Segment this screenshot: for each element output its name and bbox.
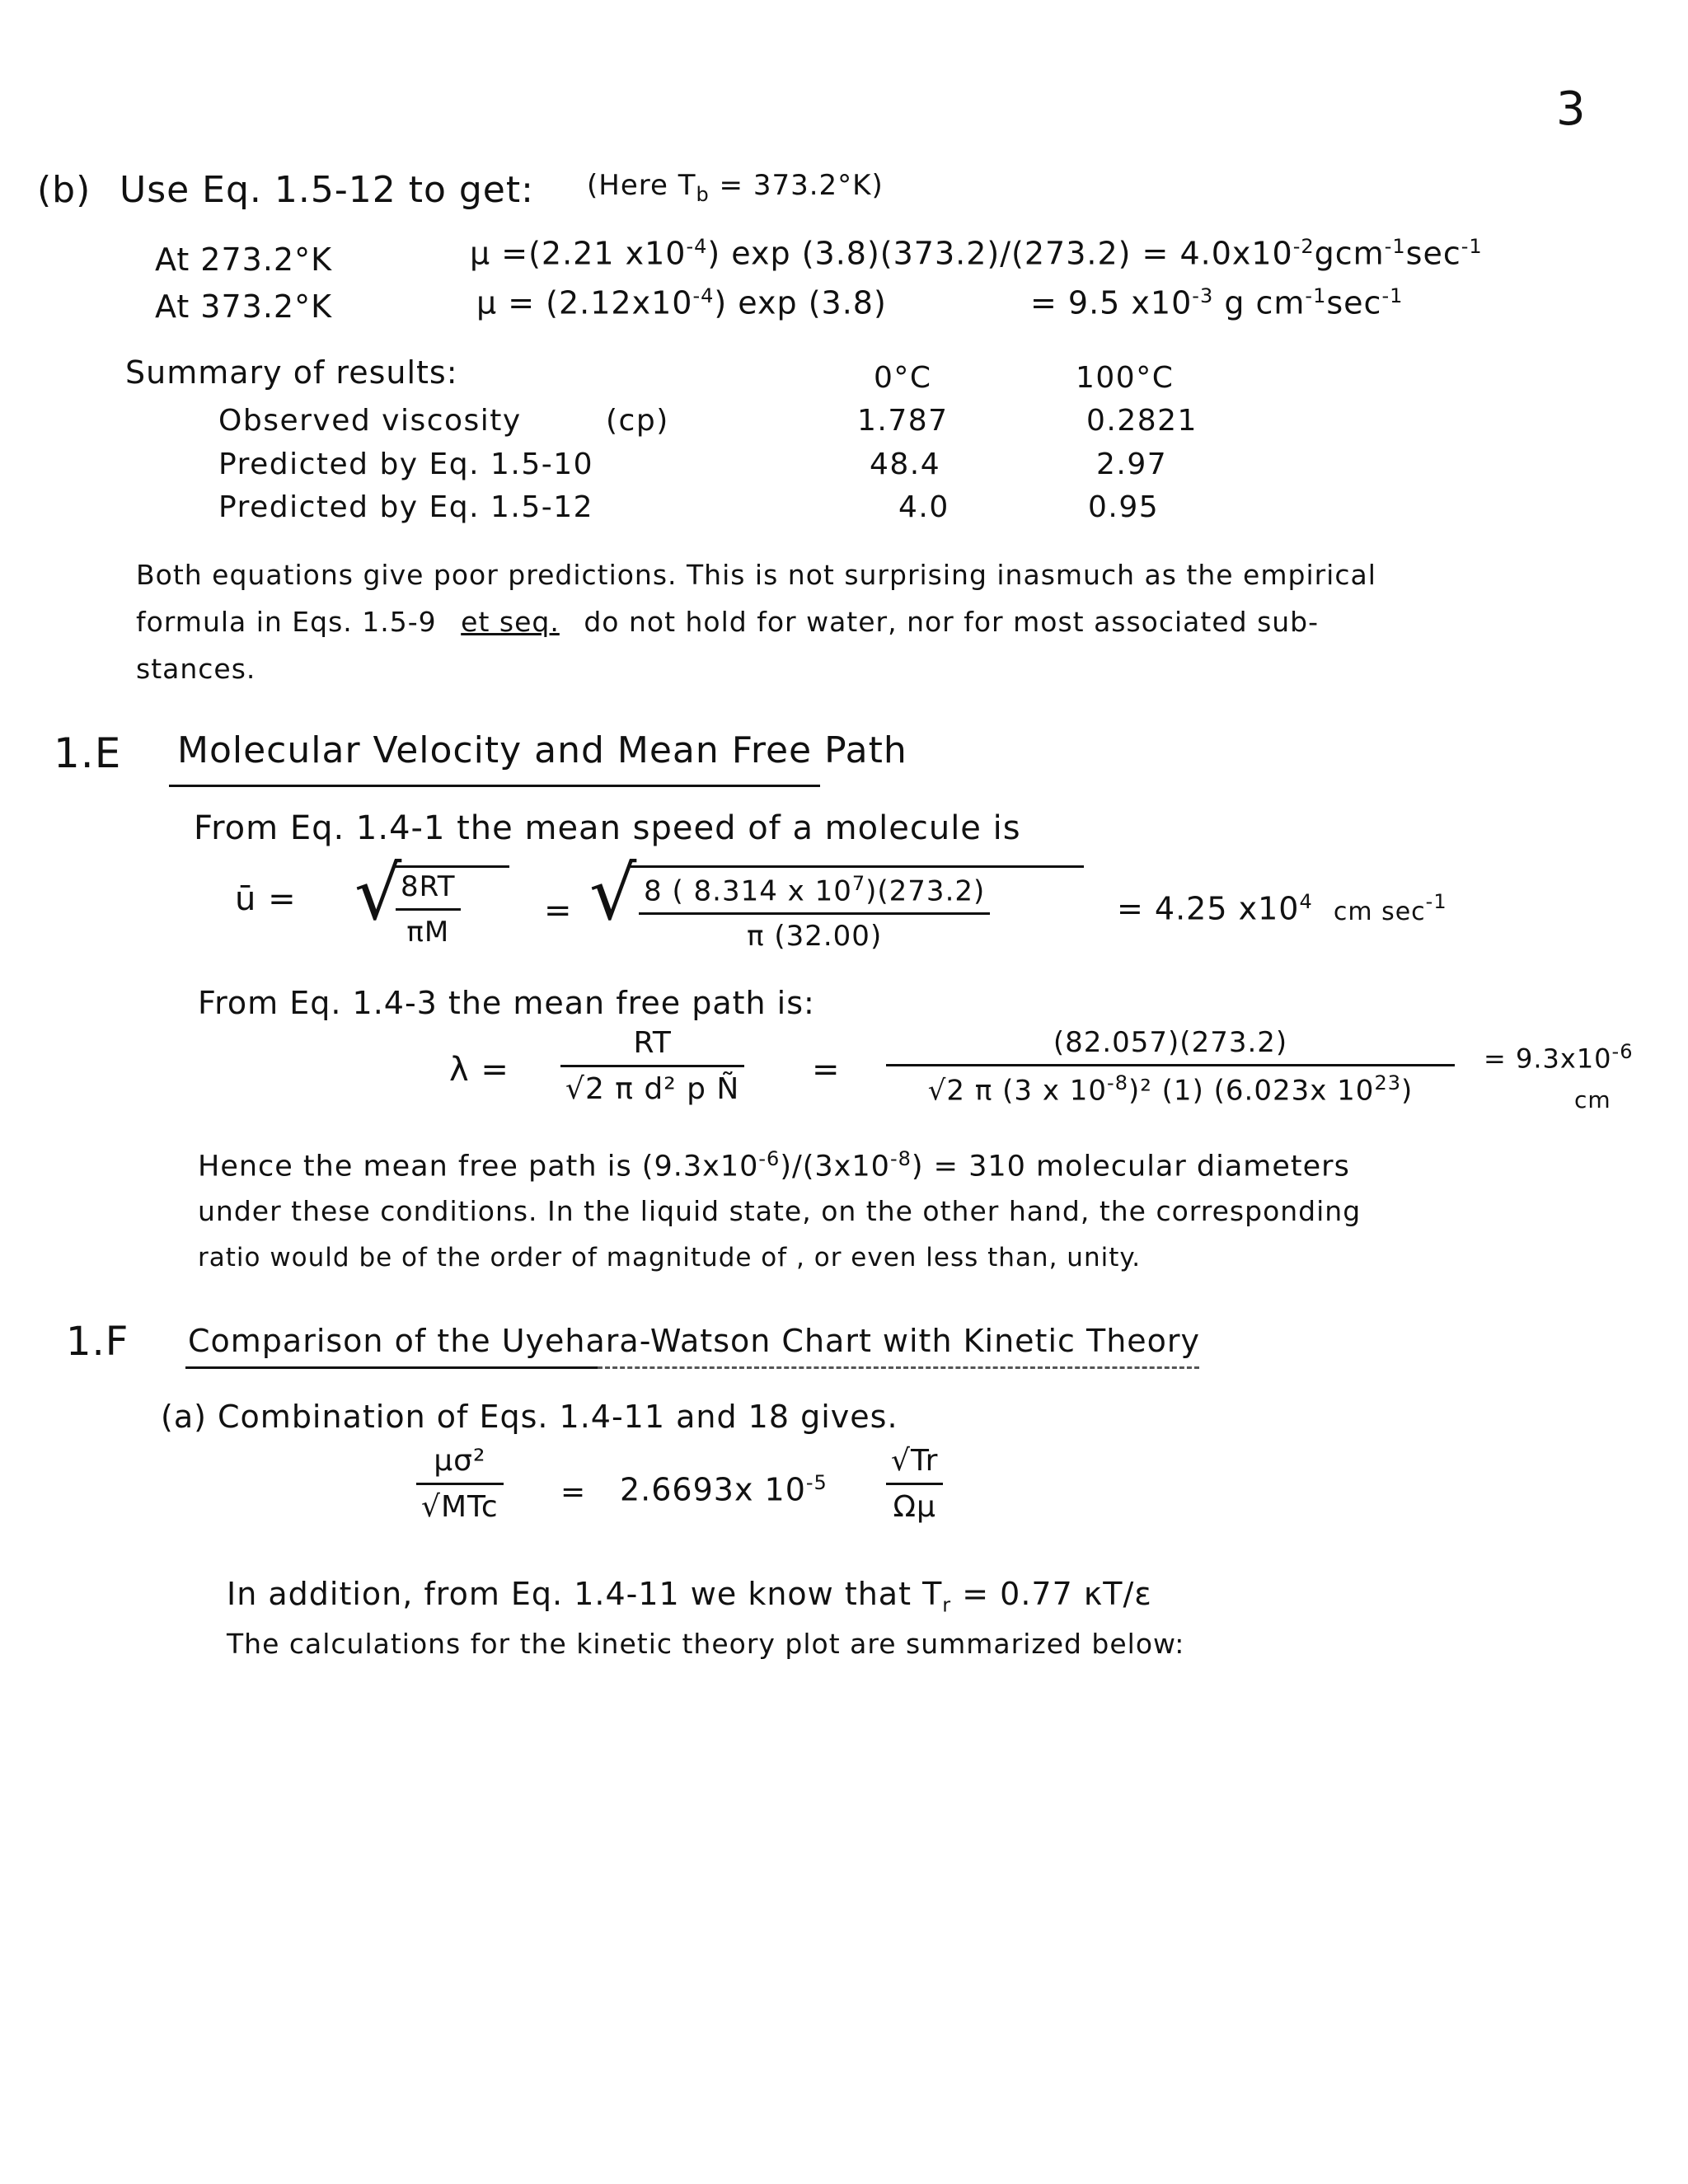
fraction-rt: RT √2 π d² p Ñ — [560, 1026, 744, 1106]
summary-col-0c: 0°C — [874, 361, 932, 395]
hence-line3: ratio would be of the order of magnitude of , or even less than, unity. — [198, 1243, 1142, 1272]
lambda-symbol: λ = — [449, 1051, 509, 1089]
summary-col-100c: 100°C — [1076, 361, 1175, 395]
line1-label: At 273.2°K — [155, 241, 333, 278]
fraction-speed: 8 ( 8.314 x $10^7)(273.2)$ π (32.00) — [639, 872, 990, 953]
line2-result: = 9.5 $x10^{-3}$ g $cm^{-1}\sec^{-1}$ — [1030, 284, 1404, 321]
equals-sign: = — [812, 1051, 841, 1089]
sqrt-overline — [394, 865, 509, 868]
sqrt-sign: √ — [589, 851, 637, 937]
summary-paragraph-line3: stances. — [136, 653, 256, 685]
equals-sign: = — [560, 1475, 587, 1509]
summary-row-label: Predicted by Eq. 1.5-10 — [218, 448, 594, 481]
line1-equation: μ =(2.21 $x10^{-4}$) $\exp (3.8)(373.2)/(273.2) = 4.0x10^{-2}gcm^{-1}\sec^{-1}$ — [470, 235, 1483, 272]
hence-line1: Hence the mean free path is $(9.3x10^{-6})/(3x10^{-8}) = 310$ molecular diameters — [198, 1147, 1350, 1183]
summary-paragraph-line2: formula in Eqs. 1.5-9 et seq. do not hold for water, nor for most associated sub- — [136, 606, 1320, 638]
line2-equation: $\mu = (2.12x10^{-4})$ exp (3.8) — [476, 284, 887, 321]
part-b-label: (b) — [37, 169, 91, 211]
part-b-intro: Use Eq. 1.5-12 to get: — [120, 169, 534, 211]
mean-free-path-result: = $9.3x10^{-6}$ — [1484, 1040, 1634, 1075]
summary-row-label: Predicted by Eq. 1.5-12 — [218, 490, 594, 524]
summary-row-value: 2.97 — [1096, 448, 1168, 481]
from-eq-141: From Eq. 1.4-1 the mean speed of a molecule is — [194, 809, 1021, 847]
summary-row-unit: (cp) — [606, 404, 669, 438]
summary-row-value: 1.787 — [857, 404, 949, 438]
summary-title: Summary of results: — [125, 354, 458, 391]
fraction-8rt-pim: 8RT πM — [396, 870, 461, 949]
line2-label: At 373.2°K — [155, 288, 333, 325]
sqrt-sign: √ — [354, 851, 402, 937]
fraction-mean-free-path: (82.057)(273.2) √2 π (3 x $10^{-8})^2$ (1) (6.023x $10^{23}$) — [886, 1026, 1455, 1107]
summary-row-value: 0.2821 — [1086, 404, 1198, 438]
section-1e-underline — [169, 785, 820, 787]
part-a-line: (a) Combination of Eqs. 1.4-11 and 18 gives. — [161, 1399, 898, 1435]
fraction-mu-sigma: μσ² √MTc — [416, 1444, 504, 1524]
summary-row-value: 48.4 — [870, 448, 941, 481]
section-1f-title: Comparison of the Uyehara-Watson Chart with Kinetic Theory — [188, 1323, 1201, 1359]
summary-row-value: 4.0 — [898, 490, 950, 524]
section-1e-title: Molecular Velocity and Mean Free Path — [177, 729, 907, 771]
summary-row-label: Observed viscosity — [218, 404, 522, 438]
et-seq: et seq. — [461, 606, 560, 638]
equals-sign: = — [544, 892, 573, 930]
fraction-tr-omega: √Tr Ωμ — [886, 1444, 943, 1524]
hence-line2: under these conditions. In the liquid state, on the other hand, the corresponding — [198, 1195, 1362, 1227]
summary-paragraph-line1: Both equations give poor predictions. This is not surprising inasmuch as the empirical — [136, 559, 1376, 591]
in-addition-line: In addition, from Eq. 1.4-11 we know that $T_r = 0.77$ κT/ε — [227, 1576, 1152, 1617]
part-b-note: (Here $T_b = 373.2^\circ K$) — [587, 169, 884, 206]
section-1f-underline — [185, 1366, 598, 1369]
from-eq-143: From Eq. 1.4-3 the mean free path is: — [198, 985, 815, 1021]
sqrt-overline — [631, 865, 1084, 868]
ubar-symbol: ū = — [235, 880, 297, 918]
section-1e-number: 1.E — [54, 729, 122, 777]
coefficient: 2.6693x $10^{-5}$ — [620, 1471, 828, 1508]
mean-speed-result: = 4.25 $x10^4$ cm $\sec^{-1}$ — [1117, 890, 1447, 927]
section-1f-underline-dashed — [598, 1366, 1199, 1369]
section-1f-number: 1.F — [66, 1319, 129, 1365]
page-number: 3 — [1556, 82, 1586, 136]
mean-free-path-unit: cm — [1574, 1086, 1611, 1113]
summary-row-value: 0.95 — [1088, 490, 1160, 524]
calculations-line: The calculations for the kinetic theory plot are summarized below: — [227, 1628, 1185, 1660]
